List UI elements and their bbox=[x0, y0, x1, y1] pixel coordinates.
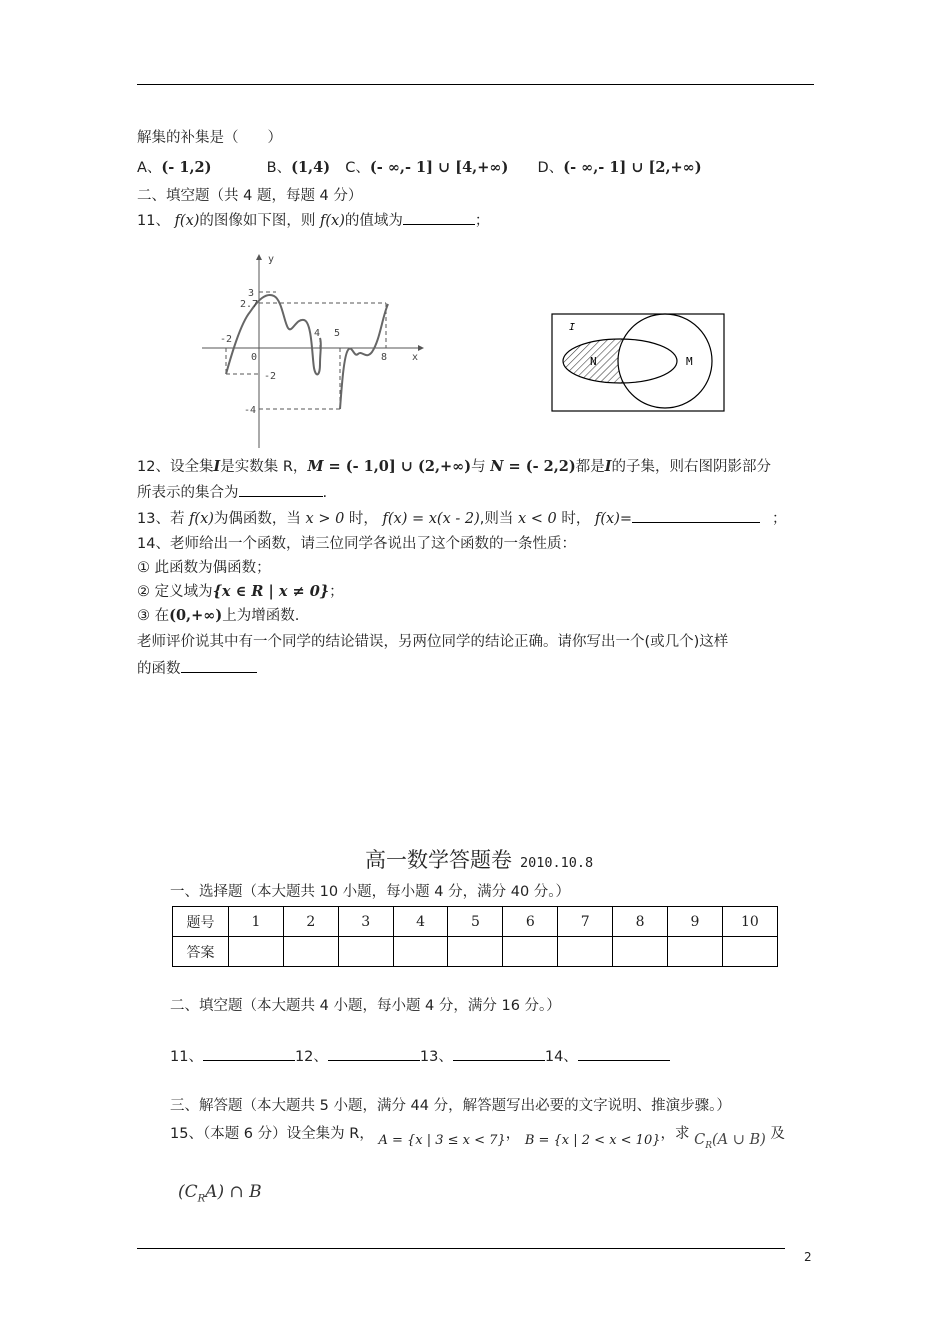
q14-line5: 老师评价说其中有一个同学的结论错误，另两位同学的结论正确。请你写出一个(或几个)这样 bbox=[137, 634, 729, 650]
answer-cell[interactable] bbox=[283, 937, 338, 967]
graph-tick-8: 8 bbox=[381, 352, 388, 363]
fill-blank-11[interactable] bbox=[203, 1046, 295, 1061]
q11-end: ； bbox=[474, 213, 490, 229]
q14-p3-end: 上为增函数. bbox=[222, 608, 300, 624]
venn-label-n: N bbox=[590, 355, 597, 368]
q-number-cell: 4 bbox=[393, 907, 448, 937]
graph-y-label: y bbox=[268, 254, 275, 265]
header-rule bbox=[137, 84, 814, 85]
answer-cell[interactable] bbox=[613, 937, 668, 967]
q11 bbox=[137, 210, 489, 231]
q12-set-n-value: = (- 2,2) bbox=[503, 458, 576, 475]
fill-label-12: 12、 bbox=[294, 1049, 328, 1065]
fill-blank-13[interactable] bbox=[453, 1046, 545, 1061]
q15-and: 及 bbox=[770, 1126, 785, 1142]
answer-cell[interactable] bbox=[393, 937, 448, 967]
option-d: D、 bbox=[537, 160, 564, 176]
graph-tick-2-7: 2.7 bbox=[240, 299, 259, 310]
q11-answer-blank[interactable] bbox=[403, 210, 475, 225]
graph-x-label: x bbox=[412, 352, 419, 363]
q13-cond-positive: x > 0 bbox=[305, 511, 345, 527]
answer-cell[interactable] bbox=[722, 937, 777, 967]
option-b: B、 bbox=[266, 160, 292, 176]
answer-section2: 二、填空题（本大题共 4 小题，每小题 4 分，满分 16 分。） bbox=[170, 998, 561, 1014]
q15-expr2 bbox=[178, 1182, 262, 1204]
q-number-cell: 1 bbox=[228, 907, 283, 937]
q13-answer-blank[interactable] bbox=[632, 508, 760, 523]
row-header-number: 题号 bbox=[173, 907, 229, 937]
q-number-cell: 8 bbox=[613, 907, 668, 937]
fill-label-11: 11、 bbox=[170, 1049, 203, 1065]
answer-cell[interactable] bbox=[338, 937, 393, 967]
q13 bbox=[137, 508, 787, 529]
section2-heading: 二、填空题（共 4 题，每题 4 分） bbox=[137, 188, 363, 204]
q-number-cell: 6 bbox=[503, 907, 558, 937]
row-header-answer: 答案 bbox=[173, 937, 229, 967]
q13-fx-2: f(x) bbox=[595, 511, 620, 527]
option-a-value: (- 1,2) bbox=[161, 159, 212, 176]
graph-tick-4: 4 bbox=[314, 328, 321, 339]
q13-equation: f(x) = x(x - 2) bbox=[382, 511, 480, 527]
q13-text-d: 时， bbox=[556, 511, 591, 527]
q15-expr2-a: (C bbox=[178, 1182, 198, 1202]
q14-line6 bbox=[137, 658, 257, 679]
choice-answer-table bbox=[172, 906, 778, 967]
q13-end: ； bbox=[772, 511, 787, 527]
table-row-numbers bbox=[173, 907, 778, 937]
graph-tick-5: 5 bbox=[334, 328, 341, 339]
q15-expr1 bbox=[694, 1132, 766, 1151]
q14-text-f: 的函数 bbox=[137, 661, 181, 677]
q-number-cell: 5 bbox=[448, 907, 503, 937]
fill-label-13: 13、 bbox=[419, 1049, 453, 1065]
fill-blank-14[interactable] bbox=[578, 1046, 670, 1061]
graph-tick-x-minus-2: -2 bbox=[220, 334, 233, 345]
answer-sheet-title bbox=[365, 844, 593, 874]
q12-set-n: N bbox=[490, 458, 504, 475]
table-row-answers bbox=[173, 937, 778, 967]
q15-sep: ， bbox=[505, 1126, 521, 1142]
footer-rule bbox=[137, 1248, 785, 1249]
option-c-value: (- ∞,- 1] ∪ [4,+∞) bbox=[369, 159, 509, 176]
q11-fx: f(x) bbox=[320, 213, 345, 229]
q-number-cell: 2 bbox=[283, 907, 338, 937]
q12-line1 bbox=[137, 457, 771, 477]
q13-equals: = bbox=[619, 511, 633, 527]
venn-label-i: I bbox=[569, 322, 576, 333]
option-d-value: (- ∞,- 1] ∪ [2,+∞) bbox=[563, 159, 702, 176]
q15-set-b: B = {x | 2 < x < 10} bbox=[524, 1133, 661, 1148]
graph-tick-minus-4: -4 bbox=[244, 405, 257, 416]
q14-p2-end: ； bbox=[329, 584, 344, 600]
graph-tick-3: 3 bbox=[248, 288, 255, 299]
fill-blank-12[interactable] bbox=[328, 1046, 420, 1061]
function-graph bbox=[196, 252, 426, 452]
option-a: A、 bbox=[137, 160, 162, 176]
q11-fx-a: f(x) bbox=[174, 213, 200, 229]
q14-line1: 14、老师给出一个函数，请三位同学各说出了这个函数的一条性质： bbox=[137, 536, 576, 552]
q13-fx: f(x) bbox=[189, 511, 214, 527]
q13-number: 13、若 bbox=[137, 511, 190, 527]
q12-text-b: 与 bbox=[471, 459, 486, 475]
q-number-cell: 9 bbox=[667, 907, 722, 937]
q15-intersection-expr: A) ∩ B bbox=[205, 1182, 262, 1202]
q14-p2-text: ② 定义域为 bbox=[137, 584, 213, 600]
q11-number: 11、 bbox=[137, 213, 170, 229]
q12-end: . bbox=[322, 485, 328, 501]
q15-line1 bbox=[170, 1124, 785, 1150]
q12-text-a: 是实数集 R， bbox=[220, 459, 308, 475]
page-number: 2 bbox=[804, 1250, 812, 1264]
q11-text-a: 的图像如下图，则 bbox=[199, 213, 321, 229]
q13-text-c: ,则当 bbox=[479, 511, 518, 527]
q15-union-expr: (A ∪ B) bbox=[712, 1132, 766, 1148]
y-axis-arrow-icon bbox=[256, 254, 262, 260]
answer-cell[interactable] bbox=[448, 937, 503, 967]
q12-number: 12、设全集 bbox=[137, 459, 214, 475]
q-number-cell: 3 bbox=[338, 907, 393, 937]
q14-property-1: ① 此函数为偶函数； bbox=[137, 560, 271, 576]
q14-property-3 bbox=[137, 606, 299, 626]
q12-answer-blank[interactable] bbox=[239, 482, 323, 497]
title-text: 高一数学答题卷 bbox=[365, 848, 512, 872]
venn-diagram bbox=[550, 312, 726, 414]
graph-origin: 0 bbox=[251, 352, 258, 363]
fill-label-14: 14、 bbox=[544, 1049, 578, 1065]
q13-cond-negative: x < 0 bbox=[518, 511, 557, 527]
answer-section3: 三、解答题（本大题共 5 小题，满分 44 分，解答题写出必要的文字说明、推演步骤。） bbox=[170, 1098, 731, 1114]
option-b-value: (1,4) bbox=[291, 159, 331, 176]
answer-cell[interactable] bbox=[558, 937, 613, 967]
fill-blanks-row bbox=[170, 1046, 670, 1067]
exam-date: 2010.10.8 bbox=[520, 855, 594, 871]
q14-answer-blank[interactable] bbox=[181, 658, 257, 673]
q12-set-i: I bbox=[213, 458, 221, 475]
q14-p3-text: ③ 在 bbox=[137, 608, 170, 624]
q12-text-c: 都是 bbox=[575, 459, 605, 475]
q-number-cell: 7 bbox=[558, 907, 613, 937]
q15-sub-r: R bbox=[705, 1140, 712, 1151]
venn-label-m: M bbox=[686, 355, 693, 368]
q14-interval: (0,+∞) bbox=[169, 607, 223, 624]
q12-set-i-2: I bbox=[604, 458, 612, 475]
q12-set-m: M bbox=[307, 458, 324, 475]
q12-set-m-value: = (- 1,0] ∪ (2,+∞) bbox=[323, 458, 472, 475]
q15-ask: ，求 bbox=[660, 1126, 690, 1142]
q12-text-e: 所表示的集合为 bbox=[137, 485, 239, 501]
answer-cell[interactable] bbox=[503, 937, 558, 967]
q12-line2 bbox=[137, 482, 327, 503]
q14-property-2 bbox=[137, 582, 344, 602]
answer-cell[interactable] bbox=[228, 937, 283, 967]
x-axis-arrow-icon bbox=[418, 345, 424, 351]
q15-text: 15、（本题 6 分）设全集为 R， bbox=[170, 1126, 374, 1142]
option-c: C、 bbox=[345, 160, 370, 176]
q13-text-b: 时， bbox=[344, 511, 378, 527]
q12-text-d: 的子集，则右图阴影部分 bbox=[611, 459, 772, 475]
q15-sub-r-2: R bbox=[197, 1193, 206, 1205]
q10-options bbox=[137, 158, 702, 178]
q10-continuation: 解集的补集是（ ） bbox=[137, 130, 282, 146]
q11-text-b: 的值域为 bbox=[344, 213, 403, 229]
set-m-circle bbox=[618, 314, 712, 408]
answer-cell[interactable] bbox=[667, 937, 722, 967]
q14-domain-set: {x ∈ R | x ≠ 0} bbox=[212, 583, 330, 600]
answer-section1: 一、选择题（本大题共 10 小题，每小题 4 分，满分 40 分。） bbox=[170, 884, 571, 900]
q-number-cell: 10 bbox=[722, 907, 777, 937]
q15-set-a: A = {x | 3 ≤ x < 7} bbox=[378, 1133, 506, 1148]
q13-text-a: 为偶函数，当 bbox=[213, 511, 306, 527]
graph-tick-y-minus-2: -2 bbox=[264, 371, 277, 382]
q15-complement-c: C bbox=[694, 1132, 706, 1148]
